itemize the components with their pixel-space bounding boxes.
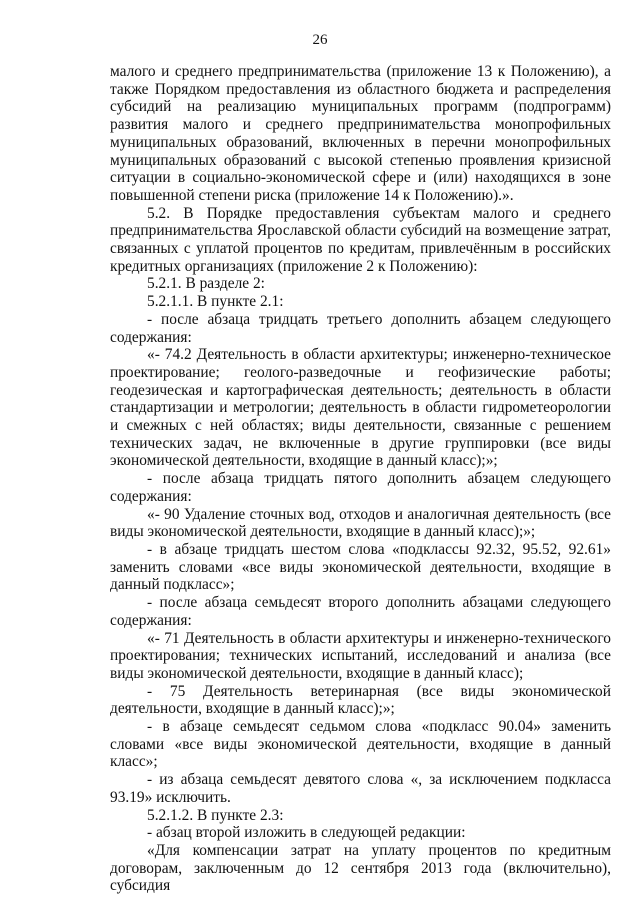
paragraph: - после абзаца семьдесят второго дополнить абзацами следующего содержания: xyxy=(110,594,611,629)
paragraph: «- 90 Удаление сточных вод, отходов и аналогичная деятельность (все виды экономической деятельности, входящие в данный класс);»; xyxy=(110,505,611,541)
paragraph: 5.2.1. В разделе 2: xyxy=(147,275,265,293)
paragraph: - 75 Деятельность ветеринарная (все виды экономической деятельности, входящие в данный класс);»; xyxy=(110,682,611,718)
document-body xyxy=(110,63,611,895)
paragraph: - из абзаца семьдесят девятого слова «, за исключением подкласса 93.19» исключить. xyxy=(110,771,611,806)
paragraph: «- 71 Деятельность в области архитектуры и инженерно-технического проектирования; технических испытаний, исследований и анализа (все виды экономической деятельности, входящие в данный класс); xyxy=(110,629,611,682)
page-number: 26 xyxy=(312,32,328,48)
paragraph: - в абзаце семьдесят седьмом слова «подкласс 90.04» заменить словами «все виды экономической деятельности, входящие в данный класс»; xyxy=(110,718,611,771)
paragraph: 5.2.1.1. В пункте 2.1: xyxy=(147,293,284,311)
paragraph: - в абзаце тридцать шестом слова «подклассы 92.32, 95.52, 92.61» заменить словами «все виды экономической деятельности, входящие в данный подкласс»; xyxy=(110,540,611,594)
paragraph: 5.2. В Порядке предоставления субъектам малого и среднего предпринимательства Ярославской области субсидий на возмещение затрат, связанных с уплатой процентов по кредитам, привлечённым в российских кредитных организациях (приложение 2 к Положению): xyxy=(110,204,611,275)
paragraph: 5.2.1.2. В пункте 2.3: xyxy=(147,806,284,824)
paragraph: малого и среднего предпринимательства (приложение 13 к Положению), а также Порядком предоставления из областного бюджета и распределения субсидий на реализацию муниципальных программ (подпрограмм) развития малого и среднего предпринимательства монопрофильных муниципальных образований, включенных в перечни монопрофильных муниципальных образований с высокой степенью проявления кризисной ситуации в социально-экономической сфере и (или) находящихся в зоне повышенной степени риска (приложение 14 к Положению).». xyxy=(110,63,611,204)
paragraph: - после абзаца тридцать пятого дополнить абзацем следующего содержания: xyxy=(110,470,611,505)
paragraph: «- 74.2 Деятельность в области архитектуры; инженерно-техническое проектирование; геолого-разведочные и геофизические работы; геодезическая и картографическая деятельность; деятельность в области стандартизации и метрологии; деятельность в области гидрометеорологии и смежных с ней областях; виды деятельности, связанные с решением технических задач, не включенные в другие группировки (все виды экономической деятельности, входящие в данный класс);»; xyxy=(110,346,611,470)
paragraph: «Для компенсации затрат на уплату процентов по кредитным договорам, заключенным до 12 сентября 2013 года (включительно), субсидия xyxy=(110,841,611,895)
paragraph: - после абзаца тридцать третьего дополнить абзацем следующего содержания: xyxy=(110,310,611,346)
paragraph: - абзац второй изложить в следующей редакции: xyxy=(147,824,466,842)
